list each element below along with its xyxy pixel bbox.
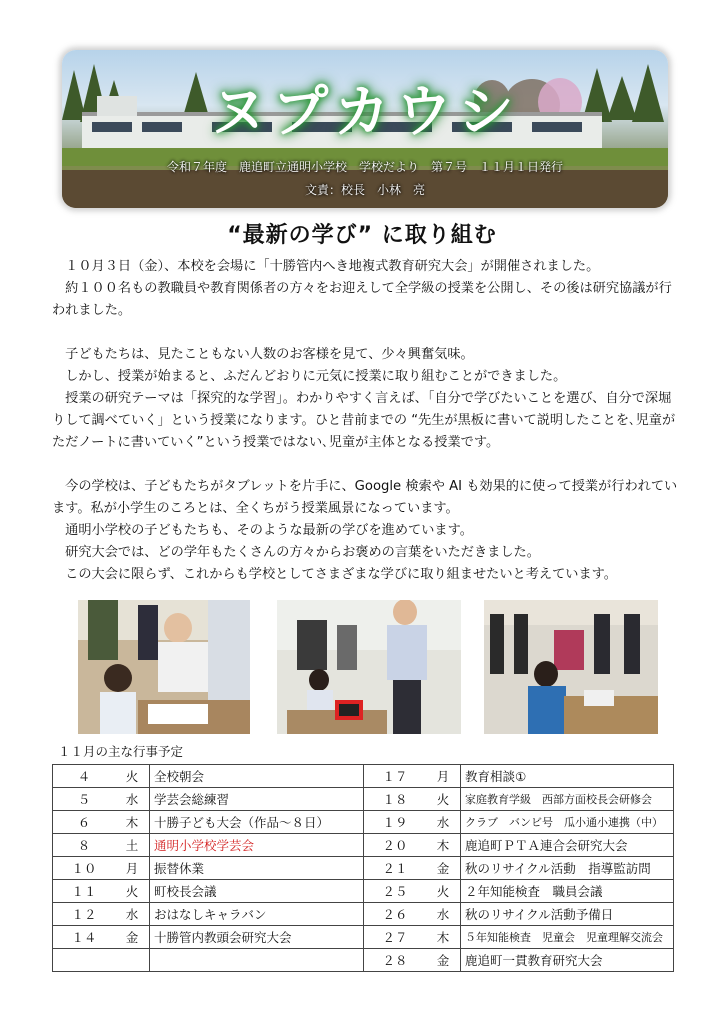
event-cell: 秋のリサイクル活動 指導監訪問: [461, 857, 674, 880]
article-paragraphs-2: [52, 344, 682, 454]
weekday-cell: [115, 949, 150, 972]
classroom-photo-2: [277, 600, 461, 734]
paragraph: １０月３日（金）、本校を会場に「十勝管内へき地複式教育研究大会」が開催されました。: [52, 259, 600, 274]
paragraph: しかし、授業が始まると、ふだんどおりに元気に授業に取り組むことができました。: [52, 369, 567, 384]
schedule-row: [53, 788, 674, 811]
event-cell: 十勝管内教頭会研究大会: [150, 926, 364, 949]
paragraph: この大会に限らず、これからも学校としてさまざまな学びに取り組ませたいと考えています。: [52, 567, 617, 582]
weekday-cell: 金: [426, 857, 461, 880]
event-cell: 鹿追町一貫教育研究大会: [461, 949, 674, 972]
november-schedule-table: [52, 764, 674, 972]
day-cell: ２５: [364, 880, 427, 903]
schedule-row: [53, 880, 674, 903]
event-cell: 振替休業: [150, 857, 364, 880]
day-cell: ２１: [364, 857, 427, 880]
weekday-cell: 月: [426, 765, 461, 788]
day-cell: １９: [364, 811, 427, 834]
event-cell: 通明小学校学芸会: [150, 834, 364, 857]
day-cell: １２: [53, 903, 116, 926]
day-cell: ２７: [364, 926, 427, 949]
event-cell: クラブ バンビ号 瓜小通小連携（中）: [461, 811, 674, 834]
weekday-cell: 土: [115, 834, 150, 857]
weekday-cell: 金: [115, 926, 150, 949]
day-cell: ２０: [364, 834, 427, 857]
weekday-cell: 火: [115, 880, 150, 903]
schedule-row: [53, 857, 674, 880]
paragraph: 研究大会では、どの学年もたくさんの方々からお褒めの言葉をいただきました。: [52, 545, 540, 560]
paragraph: 子どもたちは、見たこともない人数のお客様を見て、少々興奮気味。: [52, 347, 474, 362]
event-cell: おはなしキャラバン: [150, 903, 364, 926]
schedule-row: [53, 811, 674, 834]
day-cell: １８: [364, 788, 427, 811]
event-cell: 鹿追町ＰＴＡ連合会研究大会: [461, 834, 674, 857]
weekday-cell: 水: [115, 903, 150, 926]
day-cell: ２６: [364, 903, 427, 926]
weekday-cell: 木: [115, 811, 150, 834]
weekday-cell: 火: [115, 765, 150, 788]
day-cell: ６: [53, 811, 116, 834]
event-cell: 学芸会総練習: [150, 788, 364, 811]
day-cell: １７: [364, 765, 427, 788]
paragraph: 約１００名もの教職員や教育関係者の方々をお迎えして全学級の授業を公開し、その後は研究協議が行われました。: [52, 281, 672, 318]
weekday-cell: 金: [426, 949, 461, 972]
weekday-cell: 水: [426, 811, 461, 834]
weekday-cell: 水: [115, 788, 150, 811]
masthead-banner: [62, 50, 668, 208]
day-cell: １４: [53, 926, 116, 949]
article-paragraphs-1: [52, 256, 682, 322]
weekday-cell: 火: [426, 788, 461, 811]
day-cell: ２８: [364, 949, 427, 972]
schedule-row: [53, 949, 674, 972]
schedule-row: [53, 926, 674, 949]
event-cell: 町校長会議: [150, 880, 364, 903]
event-cell: 家庭教育学級 西部方面校長会研修会: [461, 788, 674, 811]
weekday-cell: 月: [115, 857, 150, 880]
article-headline: “最新の学び” に取り組む: [227, 223, 497, 248]
editor-credit: 文責：校長 小林 亮: [304, 183, 425, 197]
day-cell: [53, 949, 116, 972]
day-cell: ４: [53, 765, 116, 788]
weekday-cell: 水: [426, 903, 461, 926]
issue-info: 令和７年度 鹿追町立通明小学校 学校だより 第７号 １１月１日発行: [166, 160, 563, 174]
event-cell: 全校朝会: [150, 765, 364, 788]
classroom-photo-3: [484, 600, 658, 734]
event-cell: ５年知能検査 児童会 児童理解交流会: [461, 926, 674, 949]
weekday-cell: 木: [426, 834, 461, 857]
day-cell: ８: [53, 834, 116, 857]
event-cell: 教育相談①: [461, 765, 674, 788]
day-cell: １０: [53, 857, 116, 880]
schedule-title: １１月の主な行事予定: [58, 744, 184, 759]
day-cell: １１: [53, 880, 116, 903]
event-cell: 十勝子ども大会（作品～８日）: [150, 811, 364, 834]
event-cell: [150, 949, 364, 972]
schedule-row: [53, 834, 674, 857]
newsletter-title: ヌプカウシ: [210, 80, 520, 145]
weekday-cell: 火: [426, 880, 461, 903]
event-cell: 秋のリサイクル活動予備日: [461, 903, 674, 926]
paragraph: 通明小学校の子どもたちも、そのような最新の学びを進めています。: [52, 523, 473, 538]
classroom-photo-1: [78, 600, 250, 734]
paragraph: 授業の研究テーマは「探究的な学習」。わかりやすく言えば、「自分で学びたいことを選び、自分で深堀りして調べていく」という授業になります。ひと昔前までの “先生が黒板に書いて説明したことを､児童がただノートに書いていく”という授業ではない､児童が主体となる授業です。: [52, 391, 676, 450]
paragraph: 今の学校は、子どもたちがタブレットを片手に、Google 検索や AI も効果的に使って授業が行われています。私が小学生のころとは、全くちがう授業風景になっています。: [52, 479, 678, 516]
schedule-row: [53, 765, 674, 788]
article-paragraphs-3: [52, 476, 682, 586]
schedule-row: [53, 903, 674, 926]
event-cell: ２年知能検査 職員会議: [461, 880, 674, 903]
weekday-cell: 木: [426, 926, 461, 949]
day-cell: ５: [53, 788, 116, 811]
